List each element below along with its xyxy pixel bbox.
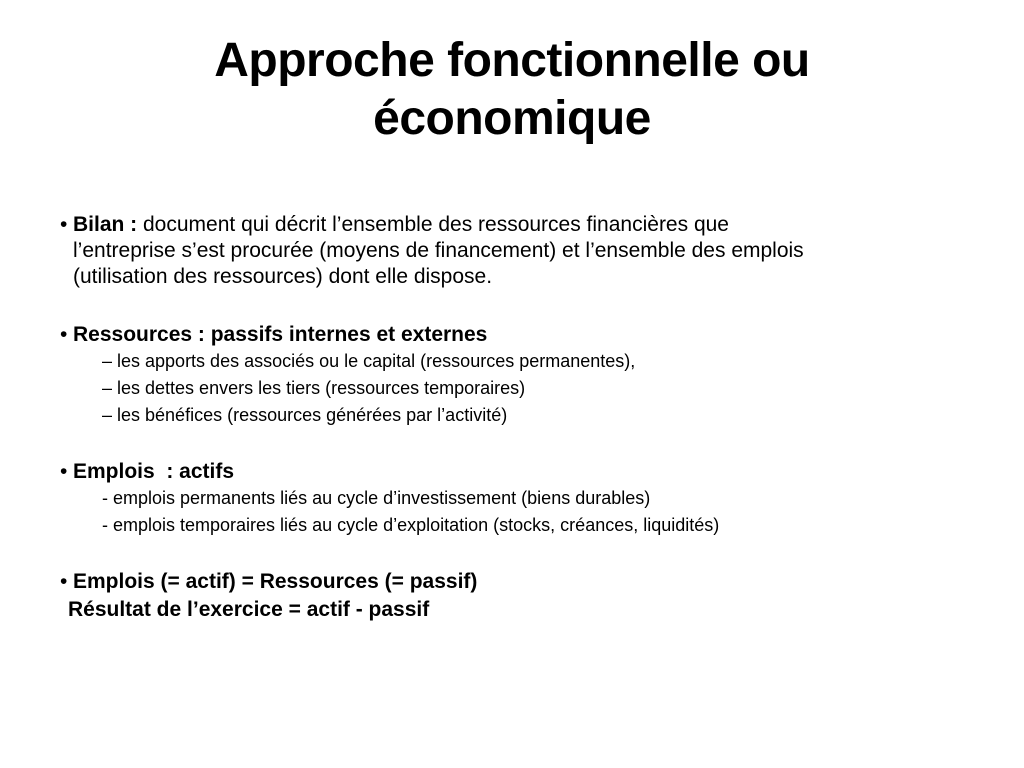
bullet-dot: • [60,213,68,236]
ressources-heading: Ressources : passifs internes et externes [73,323,488,346]
emplois-heading: Emplois : actifs [73,460,235,483]
bullet-dot: • [60,323,68,346]
bullet-emplois [60,459,980,485]
bullet-ressources [60,322,980,348]
bullet-dot: • [60,570,68,593]
bilan-definition-part-1: document qui décrit l’ensemble des ressources financières que [137,213,729,236]
bullet-bilan [60,212,980,290]
bilan-line-1 [73,212,980,238]
title-line-2: économique [373,92,651,145]
title-line-1: Approche fonctionnelle ou [214,34,810,87]
ressources-item-2: – les dettes envers les tiers (ressources temporaires) [102,378,526,398]
ressources-item-3: – les bénéfices (ressources générées par l’activité) [102,405,508,425]
equation-heading: Emplois (= actif) = Ressources (= passif) [73,570,478,593]
emplois-item-1: - emplois permanents liés au cycle d’investissement (biens durables) [102,488,651,508]
emplois-item-2: - emplois temporaires liés au cycle d’exploitation (stocks, créances, liquidités) [102,515,720,535]
slide-content [60,212,980,625]
bilan-line-2: l’entreprise s’est procurée (moyens de financement) et l’ensemble des emplois [73,239,804,262]
bilan-term: Bilan : [73,213,138,236]
ressources-item-1: – les apports des associés ou le capital (ressources permanentes), [102,351,636,371]
slide-title [0,32,1024,148]
result-line: Résultat de l’exercice = actif - passif [68,598,430,621]
bullet-equation [60,569,980,595]
bullet-dot: • [60,460,68,483]
bilan-line-3: (utilisation des ressources) dont elle dispose. [73,265,493,288]
